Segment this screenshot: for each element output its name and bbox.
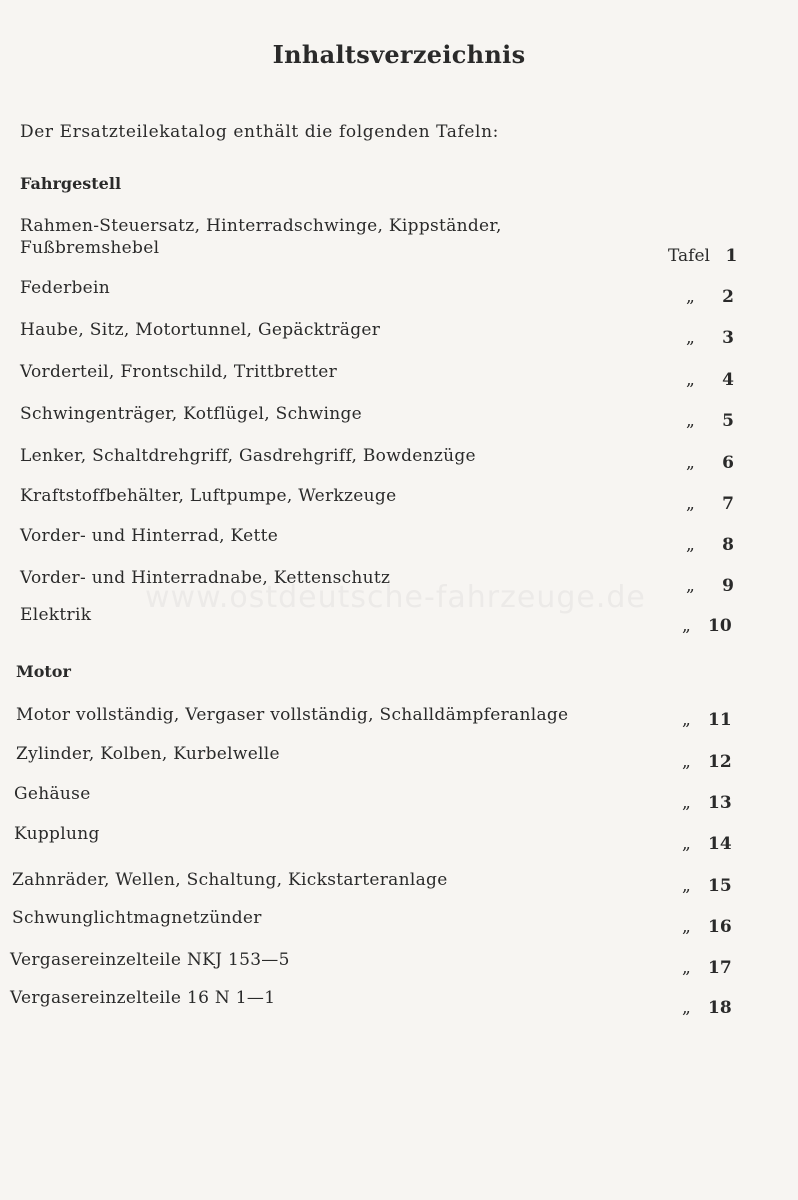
- toc-entry-2: Federbein: [20, 278, 111, 298]
- plate-number: 9: [722, 576, 734, 596]
- toc-ref-4: [686, 370, 734, 390]
- ditto-mark: „: [686, 287, 695, 307]
- toc-ref-18: [682, 998, 732, 1018]
- ditto-mark: „: [682, 876, 691, 896]
- ditto-mark: „: [686, 370, 695, 390]
- toc-entry-14: Kupplung: [14, 824, 100, 844]
- plate-number: 6: [722, 453, 734, 473]
- toc-ref-7: [686, 494, 734, 514]
- toc-entry-3: Haube, Sitz, Motortunnel, Gepäckträger: [20, 320, 381, 340]
- toc-ref-3: [686, 328, 734, 348]
- toc-entry-8: Vorder- und Hinterrad, Kette: [20, 526, 279, 546]
- plate-number: 16: [708, 917, 732, 937]
- plate-number: 2: [722, 287, 734, 307]
- plate-number: 3: [722, 328, 734, 348]
- ditto-mark: „: [682, 917, 691, 937]
- toc-ref-12: [682, 752, 732, 772]
- ditto-mark: „: [686, 494, 695, 514]
- ditto-mark: „: [682, 793, 691, 813]
- toc-ref-14: [682, 834, 732, 854]
- plate-number: 11: [708, 710, 732, 730]
- toc-entry-4: Vorderteil, Frontschild, Trittbretter: [20, 362, 337, 382]
- ditto-mark: „: [686, 535, 695, 555]
- toc-entry-18: Vergasereinzelteile 16 N 1—1: [10, 988, 276, 1008]
- ditto-mark: „: [682, 616, 691, 636]
- page-title: Inhaltsverzeichnis: [272, 40, 526, 69]
- plate-number: 15: [708, 876, 732, 896]
- toc-entry-1-line-2: Fußbremshebel: [20, 238, 160, 258]
- toc-entry-9: Vorder- und Hinterradnabe, Kettenschutz: [20, 568, 391, 588]
- toc-ref-9: [686, 576, 734, 596]
- toc-entry-6: Lenker, Schaltdrehgriff, Gasdrehgriff, Bowdenzüge: [20, 446, 476, 466]
- ditto-mark: „: [682, 958, 691, 978]
- toc-ref-8: [686, 535, 734, 555]
- toc-entry-12: Zylinder, Kolben, Kurbelwelle: [16, 744, 280, 764]
- toc-entry-1-line-1: Rahmen-Steuersatz, Hinterradschwinge, Kippständer,: [20, 216, 502, 236]
- ditto-mark: „: [686, 576, 695, 596]
- toc-ref-6: [686, 453, 734, 473]
- ditto-mark: „: [682, 710, 691, 730]
- toc-ref-16: [682, 917, 732, 937]
- toc-ref-5: [686, 411, 734, 431]
- tafel-label: Tafel: [668, 246, 710, 266]
- watermark: www.ostdeutsche-fahrzeuge.de: [145, 580, 646, 615]
- toc-ref-2: [686, 287, 734, 307]
- plate-number: 5: [722, 411, 734, 431]
- plate-number: 13: [708, 793, 732, 813]
- plate-number: 12: [708, 752, 732, 772]
- toc-entry-17: Vergasereinzelteile NKJ 153—5: [10, 950, 290, 970]
- plate-number: 17: [708, 958, 732, 978]
- toc-ref-11: [682, 710, 732, 730]
- ditto-mark: „: [682, 834, 691, 854]
- ditto-mark: „: [682, 752, 691, 772]
- toc-ref-1: [668, 246, 737, 266]
- toc-entry-7: Kraftstoffbehälter, Luftpumpe, Werkzeuge: [20, 486, 397, 506]
- plate-number: 10: [708, 616, 732, 636]
- toc-ref-15: [682, 876, 732, 896]
- ditto-mark: „: [682, 998, 691, 1018]
- toc-entry-13: Gehäuse: [14, 784, 91, 804]
- toc-entry-15: Zahnräder, Wellen, Schaltung, Kickstarteranlage: [12, 870, 448, 890]
- toc-entry-10: Elektrik: [20, 605, 92, 625]
- plate-number: 18: [708, 998, 732, 1018]
- ditto-mark: „: [686, 411, 695, 431]
- toc-ref-13: [682, 793, 732, 813]
- plate-number: 4: [722, 370, 734, 390]
- section-heading-fahrgestell: Fahrgestell: [20, 174, 122, 193]
- toc-ref-10: [682, 616, 732, 636]
- ditto-mark: „: [686, 453, 695, 473]
- plate-number: 1: [725, 246, 738, 266]
- ditto-mark: „: [686, 328, 695, 348]
- plate-number: 8: [722, 535, 734, 555]
- intro-text: Der Ersatzteilekatalog enthält die folgenden Tafeln:: [20, 122, 499, 142]
- plate-number: 14: [708, 834, 732, 854]
- plate-number: 7: [722, 494, 734, 514]
- section-heading-motor: Motor: [16, 662, 71, 681]
- toc-entry-11: Motor vollständig, Vergaser vollständig, Schalldämpferanlage: [16, 705, 569, 725]
- toc-entry-5: Schwingenträger, Kotflügel, Schwinge: [20, 404, 363, 424]
- toc-ref-17: [682, 958, 732, 978]
- toc-entry-16: Schwunglichtmagnetzünder: [12, 908, 262, 928]
